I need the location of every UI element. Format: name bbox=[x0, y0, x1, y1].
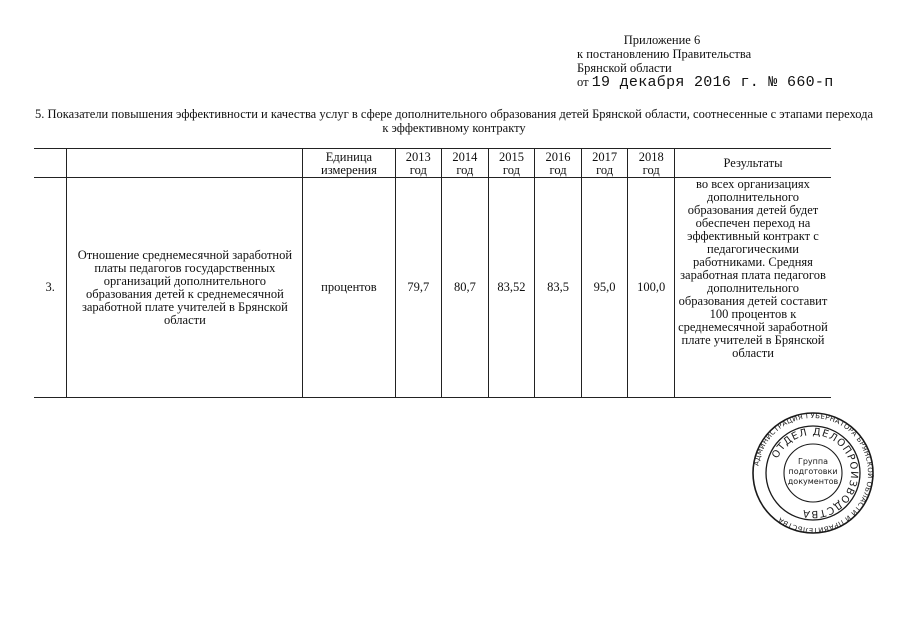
appendix-date bbox=[577, 75, 834, 90]
header-year-2015: 2015 год bbox=[488, 149, 535, 178]
date-typed: 19 декабря 2016 г. № 660-п bbox=[591, 74, 834, 91]
appendix-line-1: к постановлению Правительства bbox=[577, 47, 752, 61]
section-heading: 5. Показатели повышения эффективности и качества услуг в сфере дополнительного образования детей Брянской области, соотнесенные с этапами перехода к эффективному контракту bbox=[34, 107, 874, 135]
table-header-row bbox=[34, 149, 831, 178]
row-indicator: Отношение среднемесячной заработной платы педагогов государственных организаций дополнительного образования детей к среднемесячной заработной плате учителей в Брянской области bbox=[67, 178, 303, 398]
row-unit: процентов bbox=[303, 178, 395, 398]
header-index bbox=[34, 149, 67, 178]
stamp-center-line-3: документов bbox=[787, 477, 839, 486]
appendix-number: Приложение 6 bbox=[623, 33, 701, 47]
appendix-line-2: Брянской области bbox=[577, 61, 672, 75]
value-2018: 100,0 bbox=[628, 178, 675, 398]
header-year-2017: 2017 год bbox=[581, 149, 628, 178]
office-stamp bbox=[752, 412, 874, 534]
table-row bbox=[34, 178, 831, 398]
indicators-table bbox=[34, 148, 831, 398]
value-2013: 79,7 bbox=[395, 178, 442, 398]
stamp-outer-textpath: АДМИНИСТРАЦИЯ ГУБЕРНАТОРА БРЯНСКОЙ ОБЛАСТИ И ПРАВИТЕЛЬСТВА bbox=[752, 412, 874, 534]
stamp-ring-textpath: ОТДЕЛ ДЕЛОПРОИЗВОДСТВА bbox=[770, 426, 860, 520]
value-2014: 80,7 bbox=[442, 178, 489, 398]
stamp-center-line-2: подготовки bbox=[788, 467, 838, 476]
header-year-2016: 2016 год bbox=[535, 149, 582, 178]
header-year-2018: 2018 год bbox=[628, 149, 675, 178]
row-result: во всех организациях дополнительного образования детей будет обеспечен переход на эффективный контракт с педагогическими работниками. Средняя заработная плата педагогов дополнительного образования детей составит 100 процентов к среднемесячной заработной плате учителей в Брянской области bbox=[674, 178, 831, 398]
header-indicator bbox=[67, 149, 303, 178]
value-2016: 83,5 bbox=[535, 178, 582, 398]
appendix-block bbox=[577, 33, 834, 90]
date-prefix: от bbox=[577, 75, 589, 89]
header-year-2013: 2013 год bbox=[395, 149, 442, 178]
header-year-2014: 2014 год bbox=[442, 149, 489, 178]
stamp-center-line-1: Группа bbox=[797, 457, 829, 466]
value-2017: 95,0 bbox=[581, 178, 628, 398]
value-2015: 83,52 bbox=[488, 178, 535, 398]
header-results: Результаты bbox=[674, 149, 831, 178]
header-unit: Единица измерения bbox=[303, 149, 395, 178]
row-index: 3. bbox=[34, 178, 67, 398]
